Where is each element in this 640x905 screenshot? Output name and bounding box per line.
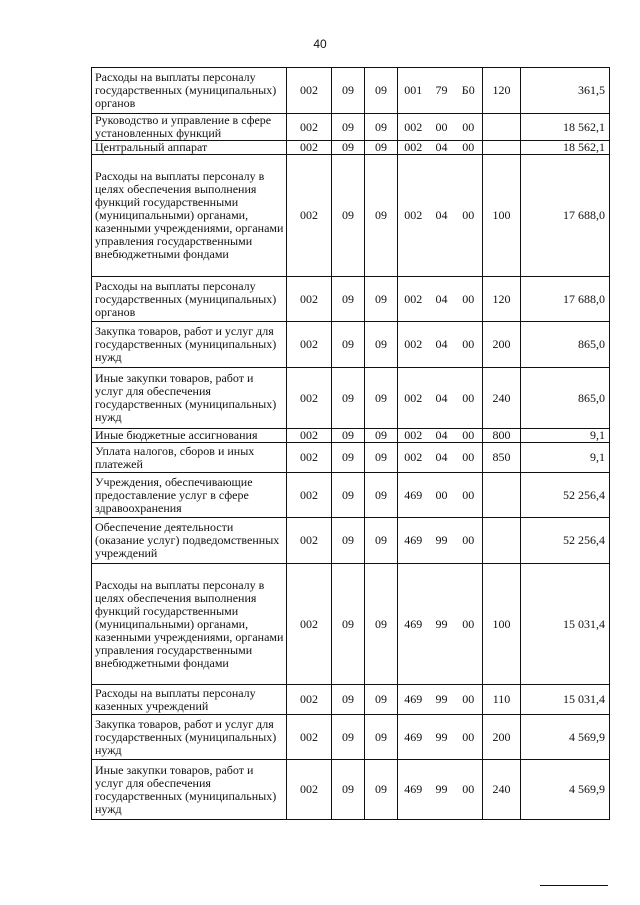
- cell-csr-1: 469: [398, 760, 429, 820]
- cell-sum: 18 562,1: [521, 141, 610, 155]
- cell-csr-1: 001: [398, 68, 429, 114]
- cell-pr: 09: [365, 277, 398, 322]
- page-number: 40: [313, 37, 327, 51]
- cell-vr: 850: [483, 443, 521, 473]
- cell-csr-1: 002: [398, 155, 429, 277]
- cell-csr-3: 00: [455, 141, 483, 155]
- cell-ved: 002: [287, 518, 332, 564]
- cell-sum: 4 569,9: [521, 760, 610, 820]
- cell-rz: 09: [332, 368, 365, 429]
- cell-csr-3: 00: [455, 155, 483, 277]
- budget-table: [91, 67, 610, 820]
- cell-csr-2: 04: [429, 141, 455, 155]
- cell-name: Закупка товаров, работ и услуг для государственных (муниципальных) нужд: [92, 715, 287, 760]
- cell-pr: 09: [365, 429, 398, 443]
- cell-csr-3: 00: [455, 715, 483, 760]
- cell-vr: [483, 141, 521, 155]
- cell-rz: 09: [332, 155, 365, 277]
- cell-pr: 09: [365, 141, 398, 155]
- cell-pr: 09: [365, 473, 398, 518]
- cell-pr: 09: [365, 368, 398, 429]
- cell-sum: 15 031,4: [521, 685, 610, 715]
- cell-csr-2: 99: [429, 518, 455, 564]
- cell-sum: 865,0: [521, 368, 610, 429]
- cell-rz: 09: [332, 277, 365, 322]
- cell-ved: 002: [287, 141, 332, 155]
- cell-name: Расходы на выплаты персоналу государственных (муниципальных) органов: [92, 277, 287, 322]
- table-row: [92, 473, 610, 518]
- cell-rz: 09: [332, 114, 365, 141]
- cell-rz: 09: [332, 322, 365, 368]
- cell-vr: [483, 518, 521, 564]
- cell-csr-3: 00: [455, 322, 483, 368]
- cell-vr: 240: [483, 368, 521, 429]
- cell-name: Расходы на выплаты персоналу в целях обеспечения выполнения функций государственными (муниципальными) органами, казенными учреждениями, органами управления государственными внебюджетными фондами: [92, 155, 287, 277]
- cell-name: Расходы на выплаты персоналу казенных учреждений: [92, 685, 287, 715]
- table-row: [92, 277, 610, 322]
- cell-rz: 09: [332, 68, 365, 114]
- cell-rz: 09: [332, 141, 365, 155]
- cell-csr-3: 00: [455, 564, 483, 685]
- table-row: [92, 322, 610, 368]
- cell-ved: 002: [287, 277, 332, 322]
- cell-csr-3: 00: [455, 429, 483, 443]
- cell-name: Учреждения, обеспечивающие предоставление услуг в сфере здравоохранения: [92, 473, 287, 518]
- cell-pr: 09: [365, 68, 398, 114]
- cell-vr: 100: [483, 155, 521, 277]
- cell-pr: 09: [365, 518, 398, 564]
- cell-name: Иные бюджетные ассигнования: [92, 429, 287, 443]
- cell-csr-2: 00: [429, 114, 455, 141]
- cell-vr: 100: [483, 564, 521, 685]
- cell-name: Руководство и управление в сфере установленных функций: [92, 114, 287, 141]
- cell-name: Иные закупки товаров, работ и услуг для обеспечения государственных (муниципальных) нужд: [92, 760, 287, 820]
- cell-rz: 09: [332, 760, 365, 820]
- cell-sum: 52 256,4: [521, 473, 610, 518]
- cell-csr-2: 79: [429, 68, 455, 114]
- cell-vr: 200: [483, 715, 521, 760]
- cell-csr-1: 002: [398, 443, 429, 473]
- cell-csr-3: 00: [455, 443, 483, 473]
- cell-ved: 002: [287, 68, 332, 114]
- cell-vr: 240: [483, 760, 521, 820]
- cell-csr-2: 99: [429, 715, 455, 760]
- table-row: [92, 68, 610, 114]
- cell-csr-2: 99: [429, 564, 455, 685]
- table-row: [92, 368, 610, 429]
- cell-vr: 200: [483, 322, 521, 368]
- cell-name: Закупка товаров, работ и услуг для государственных (муниципальных) нужд: [92, 322, 287, 368]
- cell-csr-1: 002: [398, 322, 429, 368]
- cell-sum: 17 688,0: [521, 277, 610, 322]
- table-row: [92, 141, 610, 155]
- cell-sum: 865,0: [521, 322, 610, 368]
- cell-ved: 002: [287, 443, 332, 473]
- table-row: [92, 429, 610, 443]
- cell-rz: 09: [332, 443, 365, 473]
- cell-name: Иные закупки товаров, работ и услуг для обеспечения государственных (муниципальных) нужд: [92, 368, 287, 429]
- cell-csr-3: 00: [455, 473, 483, 518]
- cell-csr-3: 00: [455, 114, 483, 141]
- cell-csr-1: 002: [398, 114, 429, 141]
- cell-ved: 002: [287, 322, 332, 368]
- cell-vr: [483, 473, 521, 518]
- cell-rz: 09: [332, 564, 365, 685]
- cell-vr: 120: [483, 277, 521, 322]
- cell-ved: 002: [287, 715, 332, 760]
- cell-csr-2: 04: [429, 429, 455, 443]
- cell-rz: 09: [332, 685, 365, 715]
- cell-sum: 52 256,4: [521, 518, 610, 564]
- cell-pr: 09: [365, 443, 398, 473]
- cell-csr-2: 04: [429, 443, 455, 473]
- cell-pr: 09: [365, 155, 398, 277]
- cell-sum: 18 562,1: [521, 114, 610, 141]
- cell-csr-3: 00: [455, 368, 483, 429]
- cell-vr: 120: [483, 68, 521, 114]
- table-row: [92, 114, 610, 141]
- cell-sum: 15 031,4: [521, 564, 610, 685]
- cell-rz: 09: [332, 715, 365, 760]
- cell-name: Расходы на выплаты персоналу в целях обеспечения выполнения функций государственными (муниципальными) органами, казенными учреждениями, органами управления государственными внебюджетными фондами: [92, 564, 287, 685]
- cell-name: Обеспечение деятельности (оказание услуг) подведомственных учреждений: [92, 518, 287, 564]
- cell-name: Расходы на выплаты персоналу государственных (муниципальных) органов: [92, 68, 287, 114]
- cell-pr: 09: [365, 685, 398, 715]
- table-row: [92, 564, 610, 685]
- cell-csr-2: 04: [429, 277, 455, 322]
- cell-csr-1: 002: [398, 429, 429, 443]
- cell-pr: 09: [365, 114, 398, 141]
- cell-rz: 09: [332, 473, 365, 518]
- cell-name: Центральный аппарат: [92, 141, 287, 155]
- cell-csr-2: 99: [429, 760, 455, 820]
- cell-csr-1: 469: [398, 564, 429, 685]
- cell-pr: 09: [365, 564, 398, 685]
- cell-ved: 002: [287, 564, 332, 685]
- cell-rz: 09: [332, 518, 365, 564]
- cell-csr-1: 002: [398, 368, 429, 429]
- footer-line: [540, 885, 608, 886]
- table-row: [92, 443, 610, 473]
- cell-csr-1: 469: [398, 685, 429, 715]
- cell-ved: 002: [287, 155, 332, 277]
- table-row: [92, 685, 610, 715]
- cell-name: Уплата налогов, сборов и иных платежей: [92, 443, 287, 473]
- table-row: [92, 760, 610, 820]
- cell-csr-3: 00: [455, 685, 483, 715]
- cell-pr: 09: [365, 322, 398, 368]
- cell-ved: 002: [287, 114, 332, 141]
- cell-sum: 17 688,0: [521, 155, 610, 277]
- cell-csr-3: 00: [455, 760, 483, 820]
- cell-ved: 002: [287, 685, 332, 715]
- cell-csr-3: 00: [455, 518, 483, 564]
- cell-sum: 9,1: [521, 429, 610, 443]
- cell-csr-1: 469: [398, 518, 429, 564]
- cell-vr: 110: [483, 685, 521, 715]
- cell-csr-3: 00: [455, 277, 483, 322]
- cell-vr: 800: [483, 429, 521, 443]
- cell-ved: 002: [287, 429, 332, 443]
- cell-csr-2: 04: [429, 322, 455, 368]
- cell-ved: 002: [287, 760, 332, 820]
- table-row: [92, 518, 610, 564]
- cell-sum: 361,5: [521, 68, 610, 114]
- cell-csr-1: 002: [398, 277, 429, 322]
- cell-csr-2: 00: [429, 473, 455, 518]
- cell-csr-2: 99: [429, 685, 455, 715]
- cell-csr-3: Б0: [455, 68, 483, 114]
- cell-rz: 09: [332, 429, 365, 443]
- cell-csr-2: 04: [429, 155, 455, 277]
- cell-csr-1: 469: [398, 473, 429, 518]
- cell-ved: 002: [287, 473, 332, 518]
- cell-vr: [483, 114, 521, 141]
- cell-ved: 002: [287, 368, 332, 429]
- cell-pr: 09: [365, 715, 398, 760]
- cell-sum: 9,1: [521, 443, 610, 473]
- cell-csr-2: 04: [429, 368, 455, 429]
- table-body: [92, 68, 610, 820]
- cell-csr-1: 002: [398, 141, 429, 155]
- table-row: [92, 715, 610, 760]
- table-row: [92, 155, 610, 277]
- cell-pr: 09: [365, 760, 398, 820]
- cell-sum: 4 569,9: [521, 715, 610, 760]
- cell-csr-1: 469: [398, 715, 429, 760]
